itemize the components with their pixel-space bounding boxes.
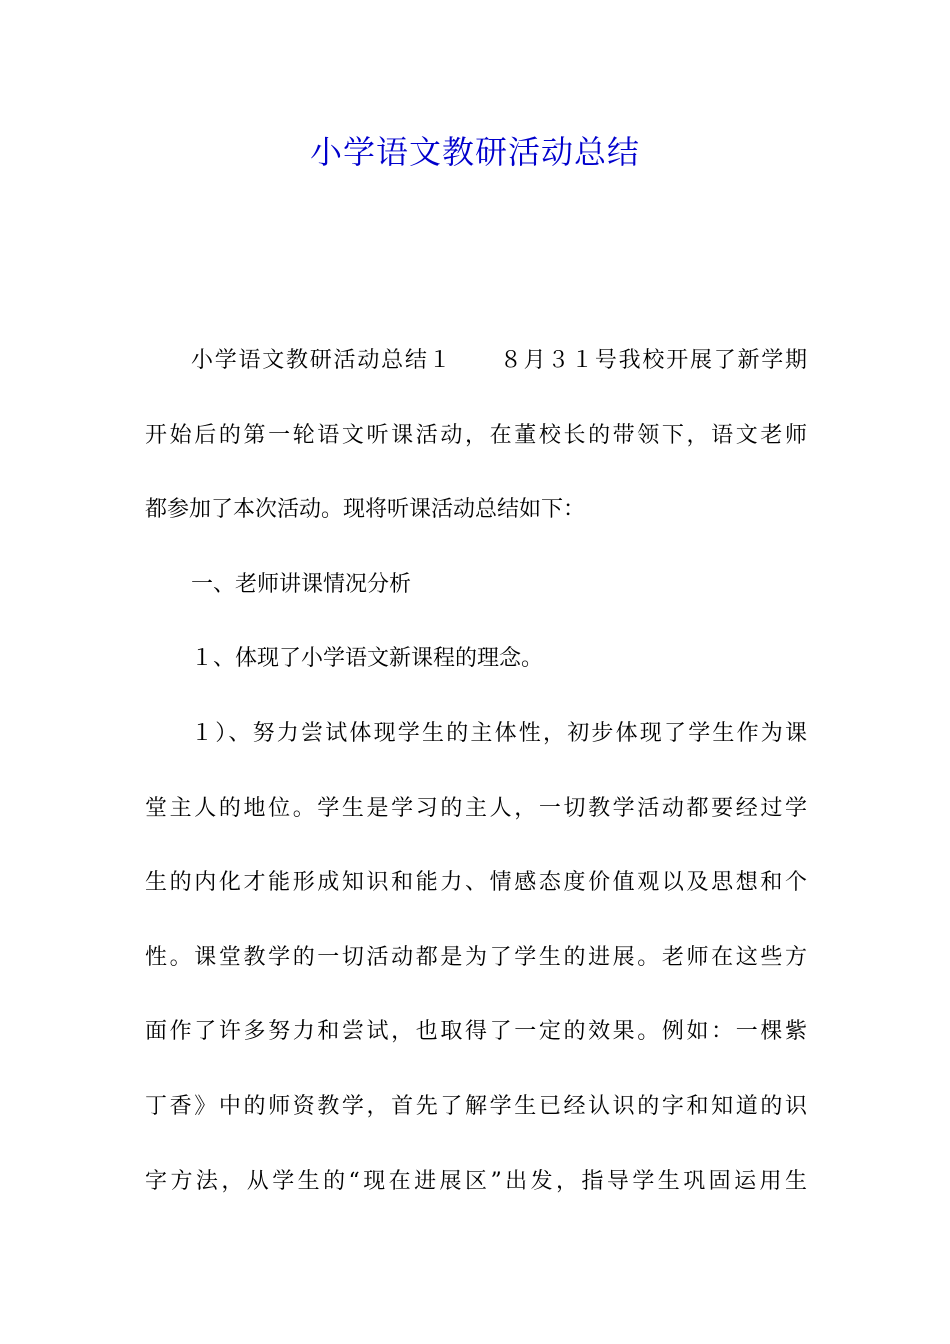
text-line: １）、努力尝试体现学生的主体性，初步体现了学生作为课 xyxy=(191,720,807,746)
text-line: 小学语文教研活动总结１ ８月３１号我校开展了新学期 xyxy=(191,348,807,373)
text-line: 面作了许多努力和尝试，也取得了一定的效果。例如：一棵紫 xyxy=(145,1019,807,1045)
text-line: 开始后的第一轮语文听课活动，在董校长的带领下，语文老师 xyxy=(145,422,807,448)
text-line: 一、老师讲课情况分析 xyxy=(191,571,412,597)
text-line: 丁香》中的师资教学，首先了解学生已经认识的字和知道的识 xyxy=(145,1093,807,1119)
text-line: １、体现了小学语文新课程的理念。 xyxy=(191,646,544,672)
document-body xyxy=(145,338,807,1233)
text-line: 都参加了本次活动。现将听课活动总结如下： xyxy=(145,497,586,523)
text-line: 生的内化才能形成知识和能力、情感态度价值观以及思想和个 xyxy=(145,870,807,896)
text-line: 堂主人的地位。学生是学习的主人，一切教学活动都要经过学 xyxy=(145,795,807,821)
text-line: 字方法，从学生的“现在进展区”出发，指导学生巩固运用生 xyxy=(145,1168,807,1194)
text-line: 性。课堂教学的一切活动都是为了学生的进展。老师在这些方 xyxy=(145,944,807,970)
document-title: 小学语文教研活动总结 xyxy=(309,133,640,171)
